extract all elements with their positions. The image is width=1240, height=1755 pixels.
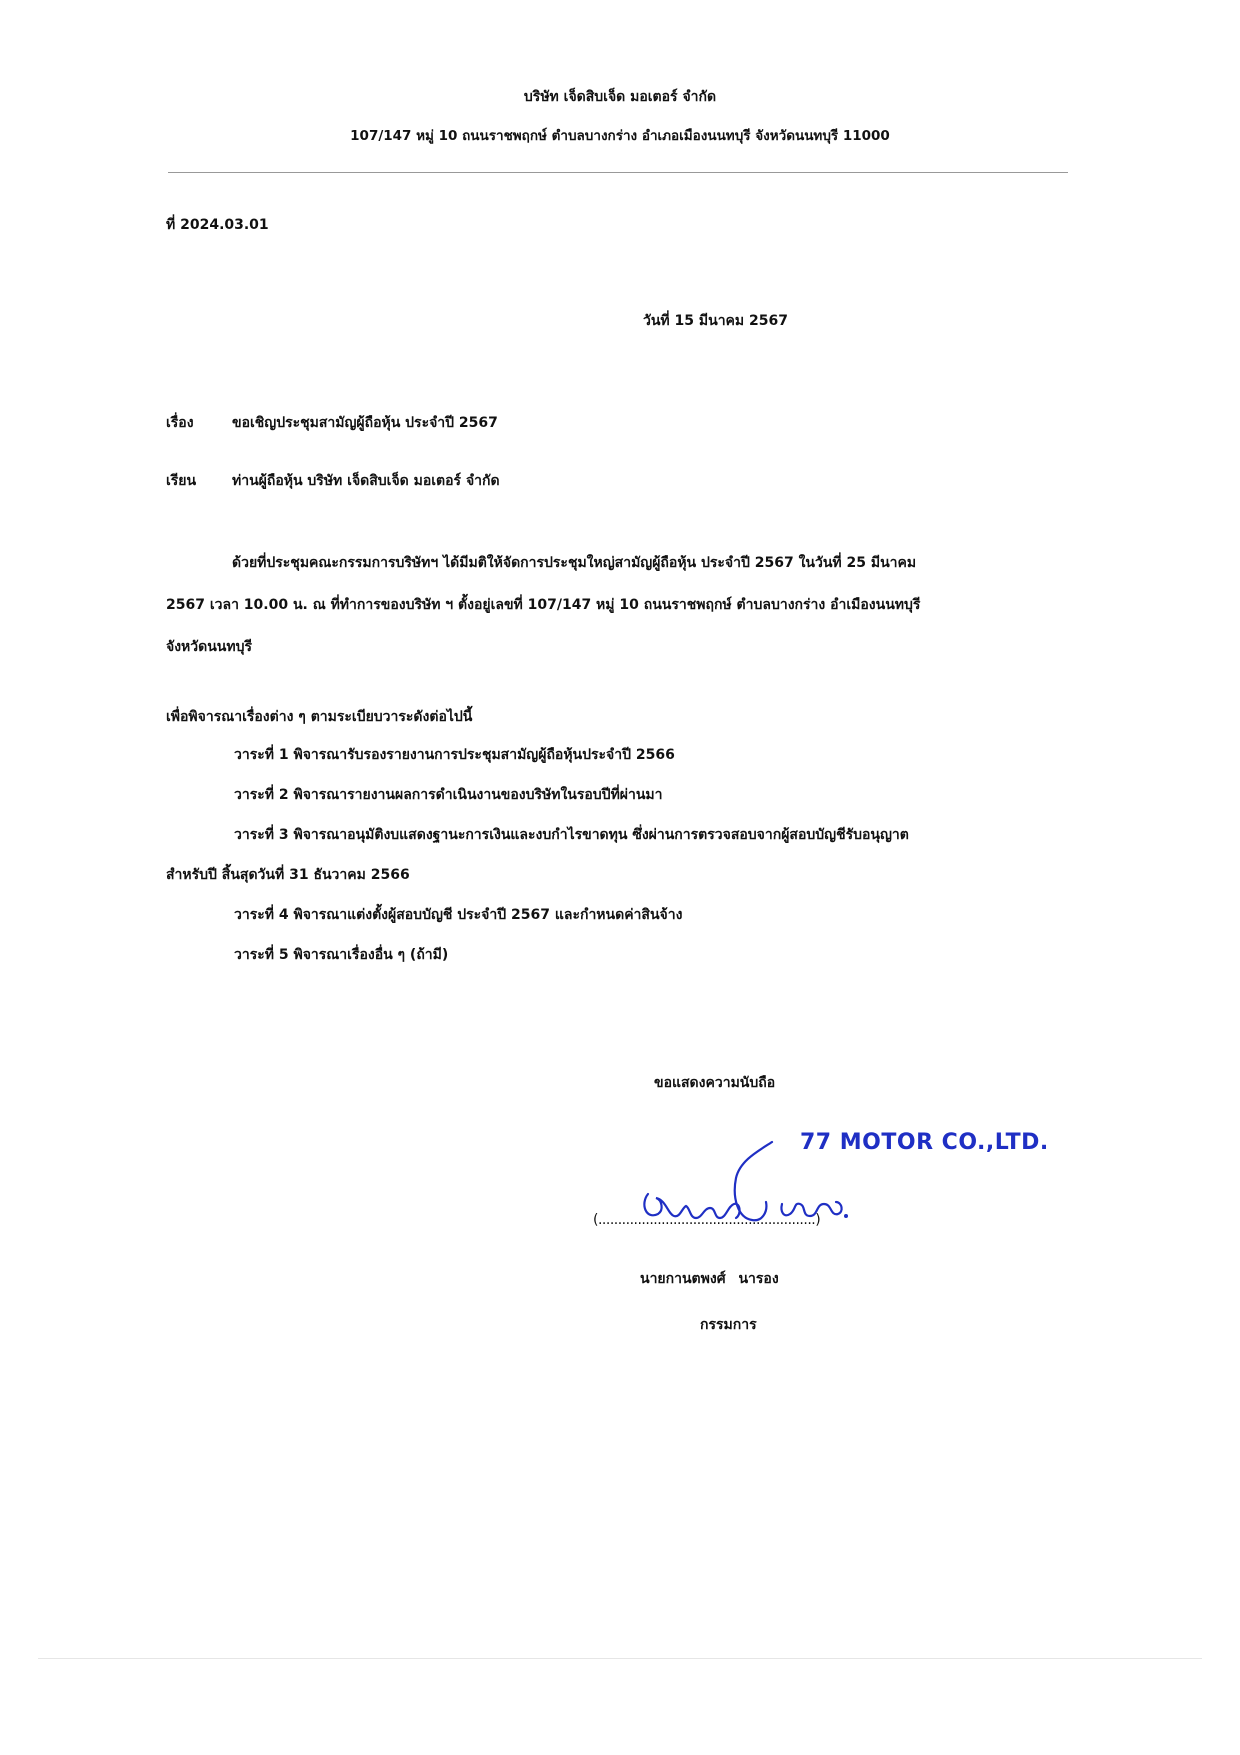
agenda-item-5: วาระที่ 5 พิจารณาเรื่องอื่น ๆ (ถ้ามี) — [234, 947, 449, 963]
subject-text: ขอเชิญประชุมสามัญผู้ถือหุ้น ประจำปี 2567 — [232, 415, 498, 431]
letter-date: วันที่ 15 มีนาคม 2567 — [643, 313, 788, 329]
agenda-intro: เพื่อพิจารณาเรื่องต่าง ๆ ตามระเบียบวาระดังต่อไปนี้ — [166, 709, 473, 725]
company-stamp: 77 MOTOR CO.,LTD. — [800, 1130, 1049, 1155]
body-line-2: 2567 เวลา 10.00 น. ณ ที่ทำการของบริษัท ฯ ตั้งอยู่เลขที่ 107/147 หมู่ 10 ถนนราชพฤกษ์ ตำบลบางกร่าง อำเมืองนนทบุรี — [166, 597, 921, 613]
signature-line: (.......................................................) — [593, 1212, 821, 1228]
agenda-item-4: วาระที่ 4 พิจารณาแต่งตั้งผู้สอบบัญชี ประจำปี 2567 และกำหนดค่าสินจ้าง — [234, 907, 683, 923]
subject-label: เรื่อง — [166, 415, 194, 431]
company-name: บริษัท เจ็ดสิบเจ็ด มอเตอร์ จำกัด — [523, 89, 717, 105]
signer-name: นายกานตพงศ์ นารอง — [640, 1271, 779, 1287]
reference-number: ที่ 2024.03.01 — [166, 217, 269, 233]
salutation-text: ท่านผู้ถือหุ้น บริษัท เจ็ดสิบเจ็ด มอเตอร์ จำกัด — [232, 473, 500, 489]
header-divider — [168, 172, 1068, 173]
salutation-label: เรียน — [166, 473, 197, 489]
agenda-item-3-cont: สำหรับปี สิ้นสุดวันที่ 31 ธันวาคม 2566 — [166, 867, 410, 883]
agenda-item-1: วาระที่ 1 พิจารณารับรองรายงานการประชุมสามัญผู้ถือหุ้นประจำปี 2566 — [234, 747, 675, 763]
agenda-item-3: วาระที่ 3 พิจารณาอนุมัติงบแสดงฐานะการเงินและงบกำไรขาดทุน ซึ่งผ่านการตรวจสอบจากผู้สอบบัญชีรับอนุญาต — [234, 827, 909, 843]
signer-title: กรรมการ — [700, 1317, 757, 1333]
closing-phrase: ขอแสดงความนับถือ — [654, 1075, 776, 1091]
page-bottom-edge — [38, 1658, 1202, 1659]
body-line-1: ด้วยที่ประชุมคณะกรรมการบริษัทฯ ได้มีมติให้จัดการประชุมใหญ่สามัญผู้ถือหุ้น ประจำปี 2567 ในวันที่ 25 มีนาคม — [232, 555, 917, 571]
agenda-item-2: วาระที่ 2 พิจารณารายงานผลการดำเนินงานของบริษัทในรอบปีที่ผ่านมา — [234, 787, 663, 803]
body-line-3: จังหวัดนนทบุรี — [166, 639, 252, 655]
company-address: 107/147 หมู่ 10 ถนนราชพฤกษ์ ตำบลบางกร่าง อำเภอเมืองนนทบุรี จังหวัดนนทบุรี 11000 — [350, 128, 890, 144]
